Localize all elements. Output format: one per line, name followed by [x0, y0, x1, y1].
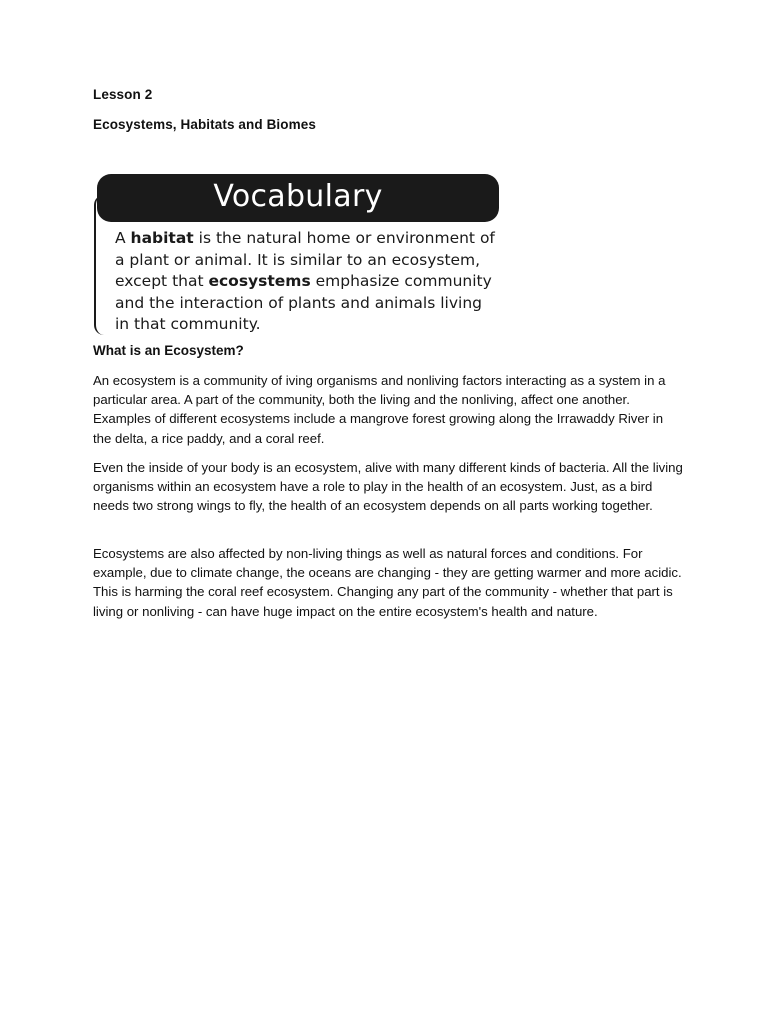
term-habitat: habitat [130, 229, 194, 247]
definition-text: emphasize community and the interaction of plants and animals living in that community. [115, 272, 492, 333]
definition-text: is the natural home or environment of a plant or animal. It is similar to an ecosystem, except that [115, 229, 495, 290]
vocabulary-header [97, 174, 499, 222]
vocabulary-definition [115, 228, 495, 336]
vocabulary-card [94, 173, 500, 335]
definition-text: A [115, 229, 131, 247]
vocabulary-header-text: Vocabulary [213, 179, 383, 214]
body-paragraph: Even the inside of your body is an ecosystem, alive with many different kinds of bacteria. All the living organisms within an ecosystem have a role to play in the health of an ecosystem. Just, as a bird needs two strong wings to fly, the health of an ecosystem depends on all parts working together. [93, 460, 683, 514]
body-paragraph: Ecosystems are also affected by non-living things as well as natural forces and conditions. For example, due to climate change, the oceans are changing - they are getting warmer and more acidic. This is harming the coral reef ecosystem. Changing any part of the community - whether that part is living or nonliving - can have huge impact on the entire ecosystem's health and nature. [93, 546, 682, 619]
lesson-title: Ecosystems, Habitats and Biomes [93, 117, 316, 132]
lesson-label: Lesson 2 [93, 87, 153, 102]
section-heading: What is an Ecosystem? [93, 343, 244, 358]
term-ecosystems: ecosystems [208, 272, 311, 290]
body-paragraph: An ecosystem is a community of iving organisms and nonliving factors interacting as a system in a particular area. A part of the community, both the living and the nonliving, affect one another. Examples of different ecosystems include a mangrove forest growing along the Irrawaddy River in the delta, a rice paddy, and a coral reef. [93, 373, 666, 446]
